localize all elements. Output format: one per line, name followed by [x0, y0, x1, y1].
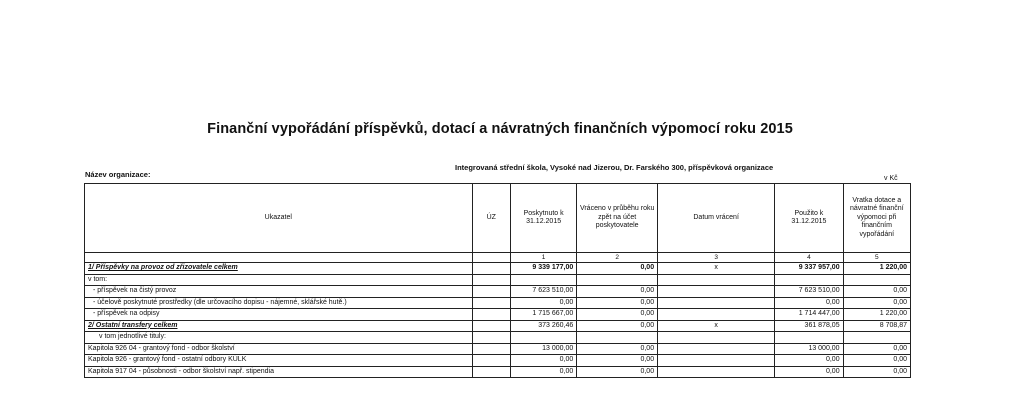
table-cell: 1 220,00: [843, 263, 910, 275]
column-number: 4: [775, 253, 843, 263]
page-title: Finanční vypořádání příspěvků, dotací a návratných finančních výpomocí roku 2015: [207, 121, 793, 137]
table-cell: 1 220,00: [843, 309, 910, 321]
column-number: 1: [510, 253, 576, 263]
table-row: [85, 343, 911, 355]
table-cell: x: [658, 263, 775, 275]
table-cell: 0,00: [577, 366, 658, 378]
row-label: - příspěvek na odpisy: [85, 309, 473, 321]
row-label: Kapitola 917 04 - působnosti - odbor školství např. stipendia: [85, 366, 473, 378]
row-label: - účelově poskytnuté prostředky (dle určovacího dopisu - nájemné, sklářské hutě.): [85, 297, 473, 309]
row-label: 2/ Ostatní transfery celkem: [85, 320, 473, 332]
table-cell: [577, 274, 658, 286]
table-cell: [658, 343, 775, 355]
table-row: [85, 332, 911, 344]
table-cell: [658, 286, 775, 298]
table-cell: [472, 366, 510, 378]
header-indicator: Ukazatel: [85, 184, 473, 253]
table-row: [85, 309, 911, 321]
table-cell: [510, 274, 576, 286]
table-cell: 0,00: [510, 366, 576, 378]
table-cell: 0,00: [577, 343, 658, 355]
table-cell: 7 623 510,00: [510, 286, 576, 298]
table-cell: [472, 263, 510, 275]
table-cell: [472, 274, 510, 286]
table-cell: [510, 332, 576, 344]
table-row: [85, 297, 911, 309]
currency-note: v Kč: [884, 175, 898, 182]
table-cell: 0,00: [775, 355, 843, 367]
column-number-row: [85, 253, 911, 263]
table-cell: 373 260,46: [510, 320, 576, 332]
table-cell: [843, 332, 910, 344]
table-cell: 13 000,00: [775, 343, 843, 355]
table-cell: [472, 286, 510, 298]
table-row: [85, 274, 911, 286]
table-cell: 0,00: [775, 366, 843, 378]
table-cell: 361 878,05: [775, 320, 843, 332]
table-cell: 9 337 957,00: [775, 263, 843, 275]
table-cell: 0,00: [510, 355, 576, 367]
table-cell: [658, 355, 775, 367]
table-cell: [658, 274, 775, 286]
table-cell: 0,00: [510, 297, 576, 309]
table-cell: 0,00: [843, 366, 910, 378]
header-provided: Poskytnuto k 31.12.2015: [510, 184, 576, 253]
table-cell: 13 000,00: [510, 343, 576, 355]
row-label: Kapitola 926 - grantový fond - ostatní odbory KÚLK: [85, 355, 473, 367]
table-cell: [775, 274, 843, 286]
table-cell: x: [658, 320, 775, 332]
table-cell: [472, 320, 510, 332]
table-cell: 0,00: [843, 355, 910, 367]
column-number: [85, 253, 473, 263]
column-number: 3: [658, 253, 775, 263]
table-cell: 8 708,87: [843, 320, 910, 332]
header-uz: ÚZ: [472, 184, 510, 253]
row-label: Kapitola 926 04 - grantový fond - odbor školství: [85, 343, 473, 355]
table-cell: [658, 366, 775, 378]
table-cell: 0,00: [577, 263, 658, 275]
column-number: 5: [843, 253, 910, 263]
table-cell: [472, 343, 510, 355]
table-row: [85, 286, 911, 298]
table-cell: 0,00: [577, 309, 658, 321]
table-cell: 0,00: [577, 355, 658, 367]
table-cell: 9 339 177,00: [510, 263, 576, 275]
column-number: [472, 253, 510, 263]
table-cell: [472, 332, 510, 344]
row-label: - příspěvek na čistý provoz: [85, 286, 473, 298]
table-row: [85, 320, 911, 332]
table-cell: [472, 309, 510, 321]
table-cell: [658, 309, 775, 321]
table-cell: 1 714 447,00: [775, 309, 843, 321]
row-label: v tom jednotlivé tituly:: [85, 332, 473, 344]
table-cell: [577, 332, 658, 344]
settlement-table: [84, 183, 911, 378]
table-cell: 1 715 667,00: [510, 309, 576, 321]
table-row: [85, 366, 911, 378]
column-number: 2: [577, 253, 658, 263]
table-cell: [658, 297, 775, 309]
row-label: v tom:: [85, 274, 473, 286]
table-cell: [775, 332, 843, 344]
table-row: [85, 263, 911, 275]
table-cell: 0,00: [843, 297, 910, 309]
header-returned: Vráceno v průběhu roku zpět na účet poskytovatele: [577, 184, 658, 253]
table-cell: [843, 274, 910, 286]
table-cell: 0,00: [577, 297, 658, 309]
table-cell: 0,00: [843, 286, 910, 298]
row-label: 1/ Příspěvky na provoz od zřizovatele celkem: [85, 263, 473, 275]
header-return-date: Datum vrácení: [658, 184, 775, 253]
organization-label: Název organizace:: [85, 170, 151, 179]
header-used: Použito k 31.12.2015: [775, 184, 843, 253]
table-cell: 0,00: [577, 320, 658, 332]
table-cell: 0,00: [577, 286, 658, 298]
table-cell: [472, 297, 510, 309]
table-cell: [658, 332, 775, 344]
table-header-row: [85, 184, 911, 253]
header-refund: Vratka dotace a návratné finanční výpomoci při finančním vypořádání: [843, 184, 910, 253]
table-cell: 0,00: [843, 343, 910, 355]
table-cell: 0,00: [775, 297, 843, 309]
table-cell: 7 623 510,00: [775, 286, 843, 298]
table-row: [85, 355, 911, 367]
organization-name: Integrovaná střední škola, Vysoké nad Jizerou, Dr. Farského 300, příspěvková organizace: [455, 163, 774, 172]
table-cell: [472, 355, 510, 367]
